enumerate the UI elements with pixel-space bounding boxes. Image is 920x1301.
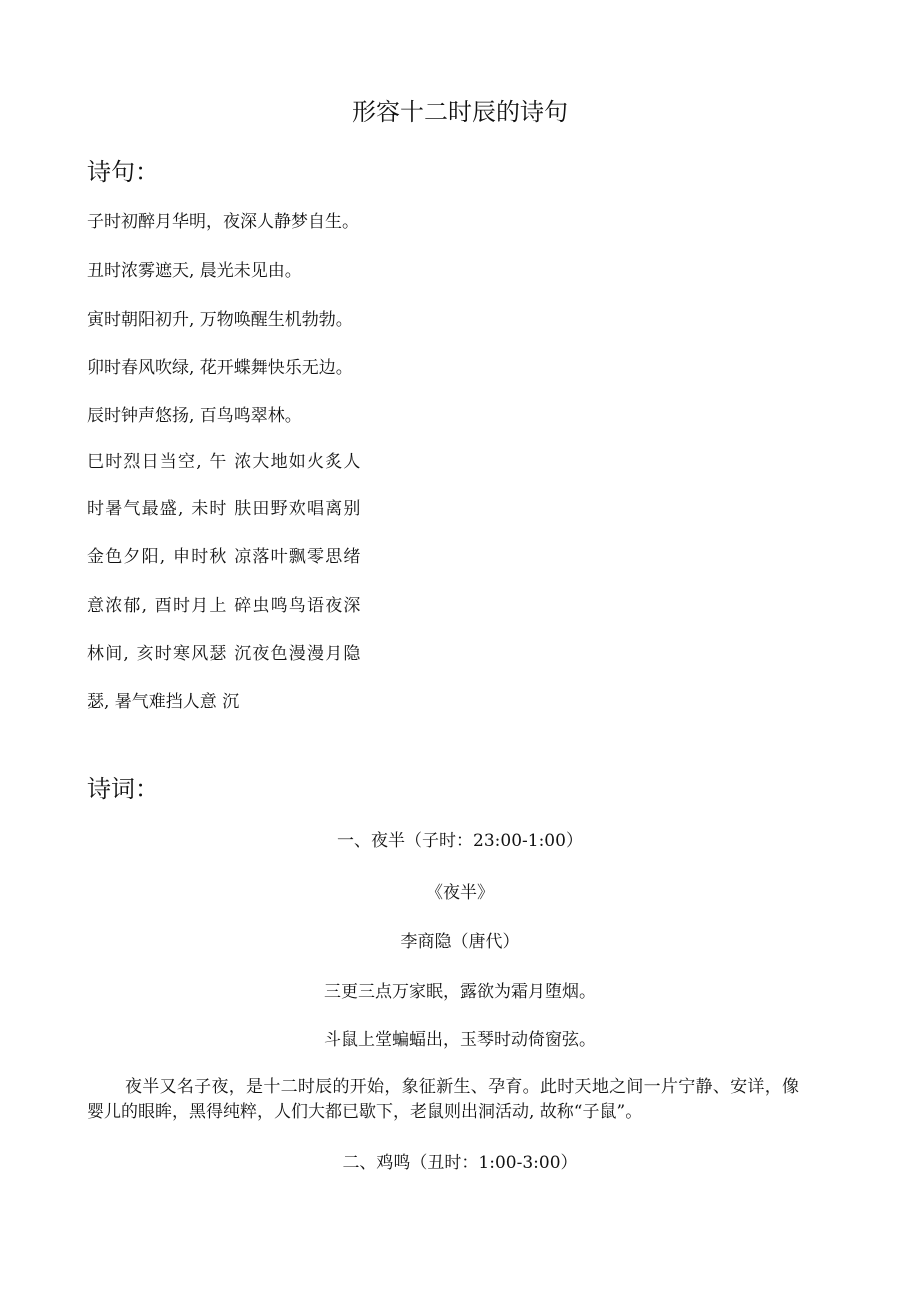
- verse-line: 寅时朝阳初升, 万物唤醒生机勃勃。: [87, 310, 353, 330]
- verses-heading: 诗句：: [87, 158, 159, 186]
- verse-line: 意浓郁, 酉时月上 碎虫鸣鸟语夜深: [87, 596, 362, 616]
- poem-verse: 三更三点万家眠，露欲为霜月堕烟。: [324, 982, 596, 1002]
- verse-line: 子时初醉月华明，夜深人静梦自生。: [87, 212, 359, 232]
- verse-line: 辰时钟声悠扬, 百鸟鸣翠林。: [87, 406, 302, 426]
- verse-line: 丑时浓雾遮天, 晨光未见由。: [87, 261, 302, 281]
- document-title: 形容十二时辰的诗句: [352, 98, 568, 126]
- subsection-heading-2: 二、鸡鸣（丑时：1:00-3:00）: [342, 1153, 578, 1173]
- subsection-heading-1: 一、夜半（子时：23:00-1:00）: [337, 831, 583, 851]
- poem-title: 《夜半》: [426, 883, 494, 903]
- verse-line: 时暑气最盛, 未时 肤田野欢唱离别: [87, 499, 362, 519]
- poem-explanation-paragraph: 夜半又名子夜，是十二时辰的开始，象征新生、孕育。此时天地之间一片宁静、安详，像婴儿的眼眸，黑得纯粹，人们大都已歇下，老鼠则出洞活动, 故称“子鼠”。: [87, 1077, 799, 1122]
- poems-heading: 诗词：: [87, 775, 159, 803]
- verse-line: 瑟, 暑气难挡人意 沉: [87, 692, 240, 712]
- verse-line: 金色夕阳, 申时秋 凉落叶飘零思绪: [87, 547, 362, 567]
- verse-line: 巳时烈日当空, 午 浓大地如火炙人: [87, 452, 362, 472]
- verse-line: 卯时春风吹绿, 花开蝶舞快乐无边。: [87, 358, 353, 378]
- poem-verse: 斗鼠上堂蝙蝠出，玉琴时动倚窗弦。: [324, 1030, 596, 1050]
- verse-line: 林间, 亥时寒风瑟 沉夜色漫漫月隐: [87, 644, 362, 664]
- poem-author: 李商隐（唐代）: [400, 932, 520, 952]
